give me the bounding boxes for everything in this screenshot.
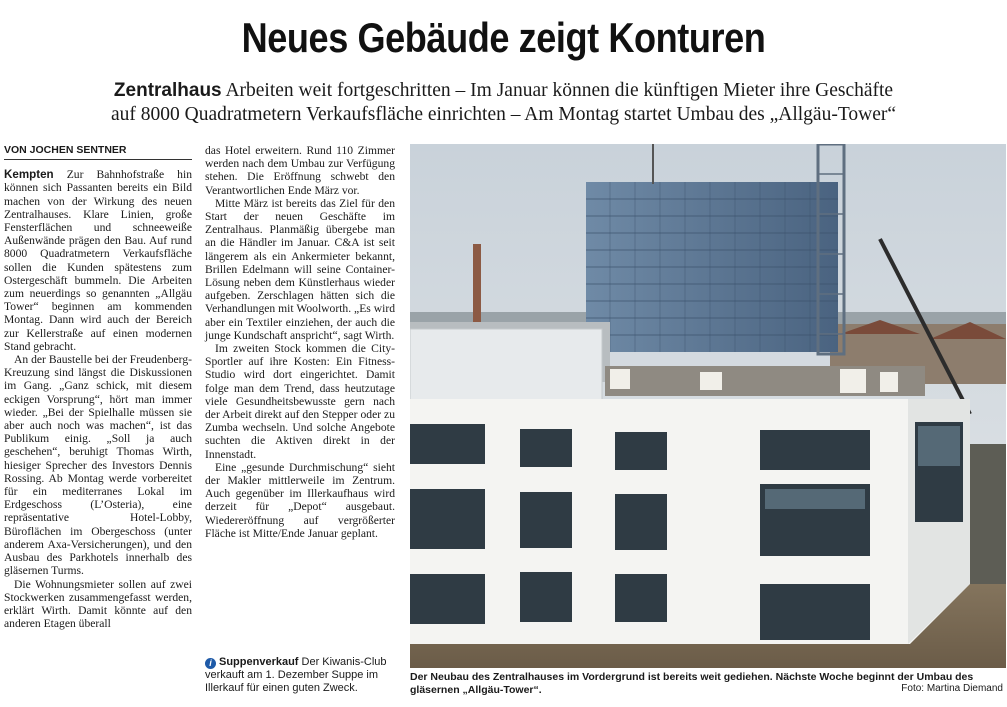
article-paragraph: Mitte März ist bereits das Ziel für den Start der neuen Geschäfte im Zentralhaus. Planmäßig übergebe man an die Händler im Januar. C&A ist seit längerem als ein Ankermieter bekannt, Brillen Edelmann will seine Container-Lösung neben dem Künstlerhaus wieder aufgeben. Zerschlagen hätten sich die Verhandlungen mit Woolworth. „Es wird aber ein Textiler einziehen, der auch die junge Kundschaft anspricht“, sagt Wirth. [205,196,395,342]
info-note-head: Suppenverkauf [219,656,299,668]
subheadline-kicker: Zentralhaus [113,80,222,101]
article-paragraph: An der Baustelle bei der Freudenberg-Kreuzung sind längst die Diskussionen im Gang. „Ganz schick, mit diesem eckigen Vorsprung“, hört man immer wieder. „Bei der Spielhalle müssen sie aber auch noch was machen“, ist das Publikum einig. „Soll ja auch geschehen“, beruhigt Thomas Wirth, hiesiger Sprecher des Investors Dennis Rossing. Ab Montag werde vorbereitet für ein mediterranes Lokal im Erdgeschoss (L’Osteria), eine repräsentative Hotel-Lobby, Büroflächen im Obergeschoss (unter anderem Axa-Versicherungen), und den Ausbau des Parkhotels innerhalb des gläsernen Turms. [4,353,192,578]
info-note-text: Der Kiwanis-Club verkauft am 1. Dezember Suppe im Illerkauf für einen guten Zweck. [205,656,387,694]
subheadline-text-1: Arbeiten weit fortgeschritten – Im Januar können die künftigen Mieter ihre Geschäfte [225,80,894,101]
article-paragraph: Im zweiten Stock kommen die City-Sportler auf ihre Kosten: Ein Fitness-Studio wird dort eingerichtet. Damit folge man dem Trend, dass heutzutage viele Gesundheitsbewusste gern nach der Arbeit direkt auf den Stepper oder zu Zumba wechseln. Und solche Angebote suchten die Aktiven direkt in der Innenstadt. [205,342,395,461]
article-column-1 [4,144,192,630]
article-paragraph: Die Wohnungsmieter sollen auf zwei Stockwerken zusammengefasst werden, erklärt Wirth. Damit könnte auf den anderen Etagen überall [4,577,192,631]
article-column-2 [205,144,395,540]
photo-caption: Der Neubau des Zentralhauses im Vordergrund ist bereits weit gediehen. Nächste Woche beginnt der Umbau des gläsernen „Allgäu-Tower“. [410,671,974,696]
info-note [205,656,400,695]
subheadline-line-2: auf 8000 Quadratmetern Verkaufsfläche einrichten – Am Montag startet Umbau des „Allgäu-Tower“ [110,104,897,125]
article-paragraph: Eine „gesunde Durchmischung“ sieht der Makler mittlerweile im Zentrum. Auch gegenüber im Illerkaufhaus wird derzeit für „Depot“ ausgebaut. Wiedereröffnung auf vergrößerter Fläche ist Mitte/Ende Januar geplant. [205,460,395,540]
info-icon: i [205,658,216,669]
building-photo [410,144,1006,668]
article-paragraph-text: Zur Bahnhofstraße hin können sich Passanten bereits ein Bild machen von der Wirkung des neuen Zentralhauses. Klare Linien, große Fensterflächen und schneeweiße Außenwände prägen den Bau. Auf rund 8000 Quadratmetern Verkaufsfläche sollen die Kunden spätestens zum Ostergeschäft bummeln. Die Arbeiten zum neuerdings so genannten „Allgäu Tower“ beginnen am kommenden Montag. Dann wird auch der Bereich zur Kellerstraße auf einen modernen Stand gebracht. [4,168,192,353]
subheadline-line-1 [40,80,967,102]
building-photo-illustration [410,144,1006,668]
article-paragraph [4,168,192,353]
photo-credit: Foto: Martina Diemand [901,683,1003,694]
article-paragraph: das Hotel erweitern. Rund 110 Zimmer werden nach dem Umbau zur Verfügung stehen. Die Eröffnung schwebt den Verantwortlichen Ende März vor. [205,144,395,197]
dateline: Kempten [4,168,54,182]
byline: VON JOCHEN SENTNER [4,144,192,160]
headline: Neues Gebäude zeigt Konturen [241,14,766,61]
